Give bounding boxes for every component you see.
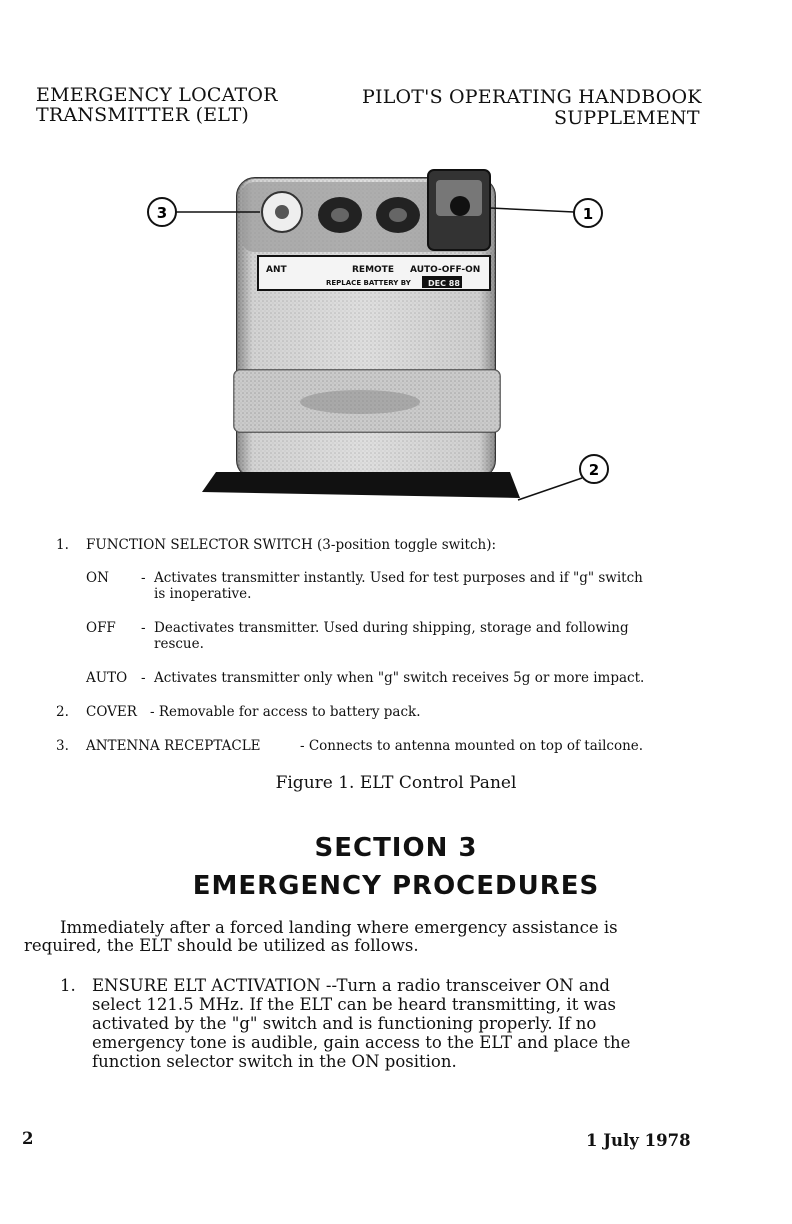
label-remote: REMOTE — [352, 265, 394, 275]
step1-num: 1. — [60, 976, 76, 995]
elt-figure — [130, 160, 650, 520]
legend-item3-num: 3. — [56, 738, 69, 754]
legend-item2-text: - Removable for access to battery pack. — [150, 704, 421, 720]
intro-line1: Immediately after a forced landing where emergency assistance is — [60, 918, 618, 937]
svg-text:3: 3 — [156, 204, 168, 222]
step1-line4: emergency tone is audible, gain access to the ELT and place the — [92, 1033, 631, 1052]
legend-item3-text: - Connects to antenna mounted on top of tailcone. — [300, 738, 644, 754]
header-left-line2: TRANSMITTER (ELT) — [36, 104, 250, 126]
header-left-line1: EMERGENCY LOCATOR — [36, 84, 278, 106]
step1-line2: select 121.5 MHz. If the ELT can be heard transmitting, it was — [92, 995, 616, 1014]
figure-caption: Figure 1. ELT Control Panel — [275, 773, 517, 793]
legend-on-line2: is inoperative. — [154, 586, 252, 602]
step1-line5: function selector switch in the ON position. — [92, 1052, 457, 1071]
page-number: 2 — [22, 1129, 34, 1148]
svg-text:1: 1 — [582, 205, 594, 223]
intro-line2: required, the ELT should be utilized as follows. — [24, 936, 419, 955]
header-left — [36, 85, 278, 125]
label-switch: AUTO-OFF-ON — [410, 265, 481, 275]
label-replace: REPLACE BATTERY BY — [326, 279, 411, 287]
legend-auto-key: AUTO — [86, 670, 128, 686]
section-title: EMERGENCY PROCEDURES — [192, 871, 600, 901]
legend-item1-num: 1. — [56, 537, 69, 553]
label-ant: ANT — [266, 265, 287, 275]
legend-item3-key: ANTENNA RECEPTACLE — [86, 738, 261, 754]
legend-on-key: ON — [86, 570, 109, 586]
step1-line1: ENSURE ELT ACTIVATION --Turn a radio transceiver ON and — [92, 976, 610, 995]
legend-auto-dash: - — [141, 670, 146, 686]
legend-off-line1: Deactivates transmitter. Used during shipping, storage and following — [154, 620, 629, 636]
footer-date: 1 July 1978 — [586, 1131, 691, 1150]
header-right-line2: SUPPLEMENT — [554, 107, 700, 129]
legend-item2-key: COVER — [86, 704, 137, 720]
legend-item1-text: FUNCTION SELECTOR SWITCH (3-position toggle switch): — [86, 537, 497, 553]
legend-auto-text: Activates transmitter only when "g" switch receives 5g or more impact. — [154, 670, 645, 686]
legend-off-line2: rescue. — [154, 636, 204, 652]
header-right-line1: PILOT'S OPERATING HANDBOOK — [362, 86, 702, 108]
legend-on-line1: Activates transmitter instantly. Used for test purposes and if "g" switch — [154, 570, 643, 586]
legend-off-key: OFF — [86, 620, 116, 636]
mounting-base — [202, 472, 520, 498]
legend-off-dash: - — [141, 620, 146, 636]
legend-on-dash: - — [141, 570, 146, 586]
section-number: SECTION 3 — [314, 833, 478, 863]
svg-text:2: 2 — [588, 461, 600, 479]
label-date: DEC 88 — [428, 279, 460, 288]
legend-item2-num: 2. — [56, 704, 69, 720]
step1-line3: activated by the "g" switch and is functioning properly. If no — [92, 1014, 597, 1033]
